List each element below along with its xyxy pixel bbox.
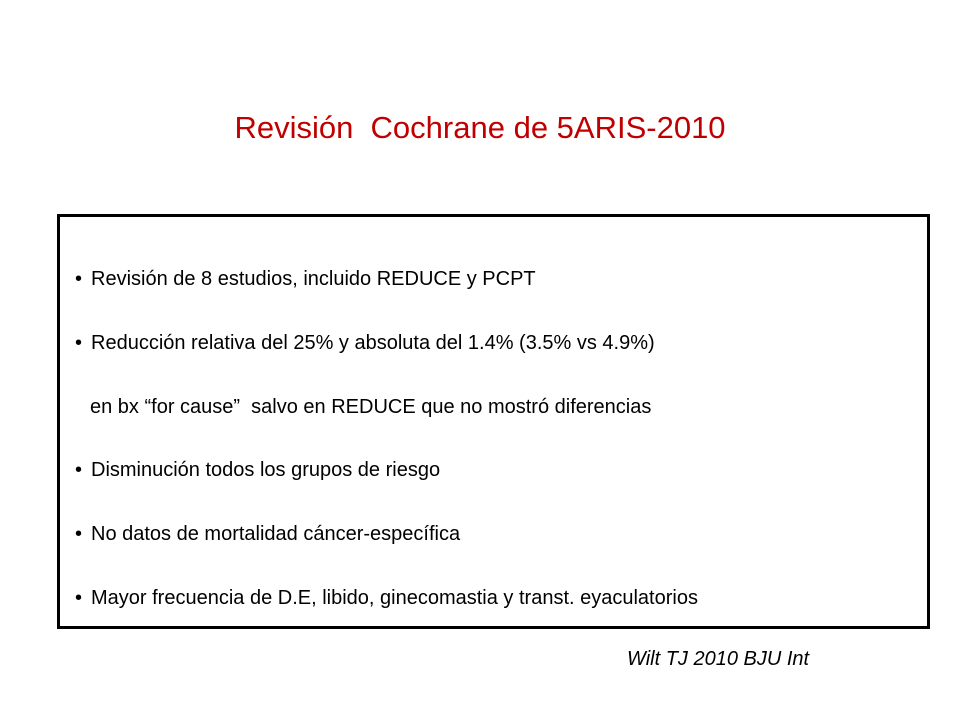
bullet-marker: • — [75, 459, 83, 481]
bullet-item — [75, 586, 698, 610]
bullet-marker: • — [75, 587, 83, 609]
bullet-continuation: en bx “for cause” salvo en REDUCE que no mostró diferencias — [90, 396, 652, 418]
bullet-marker: • — [75, 332, 83, 354]
bullet-marker: • — [75, 523, 83, 545]
bullet-text: No datos de mortalidad cáncer-específica — [91, 523, 461, 545]
bullet-item — [75, 458, 440, 482]
slide-title: Revisión Cochrane de 5ARIS-2010 — [234, 110, 726, 145]
bullet-item — [75, 331, 655, 355]
bullet-text: Revisión de 8 estudios, incluido REDUCE y PCPT — [91, 268, 536, 290]
content-box — [57, 214, 930, 629]
bullet-text: Reducción relativa del 25% y absoluta del 1.4% (3.5% vs 4.9%) — [91, 332, 655, 354]
citation: Wilt TJ 2010 BJU Int — [627, 648, 810, 670]
bullet-item — [75, 267, 536, 291]
bullet-item — [75, 522, 460, 546]
bullet-text: Disminución todos los grupos de riesgo — [91, 459, 441, 481]
bullet-text: Mayor frecuencia de D.E, libido, ginecomastia y transt. eyaculatorios — [91, 587, 698, 609]
bullet-marker: • — [75, 268, 83, 290]
